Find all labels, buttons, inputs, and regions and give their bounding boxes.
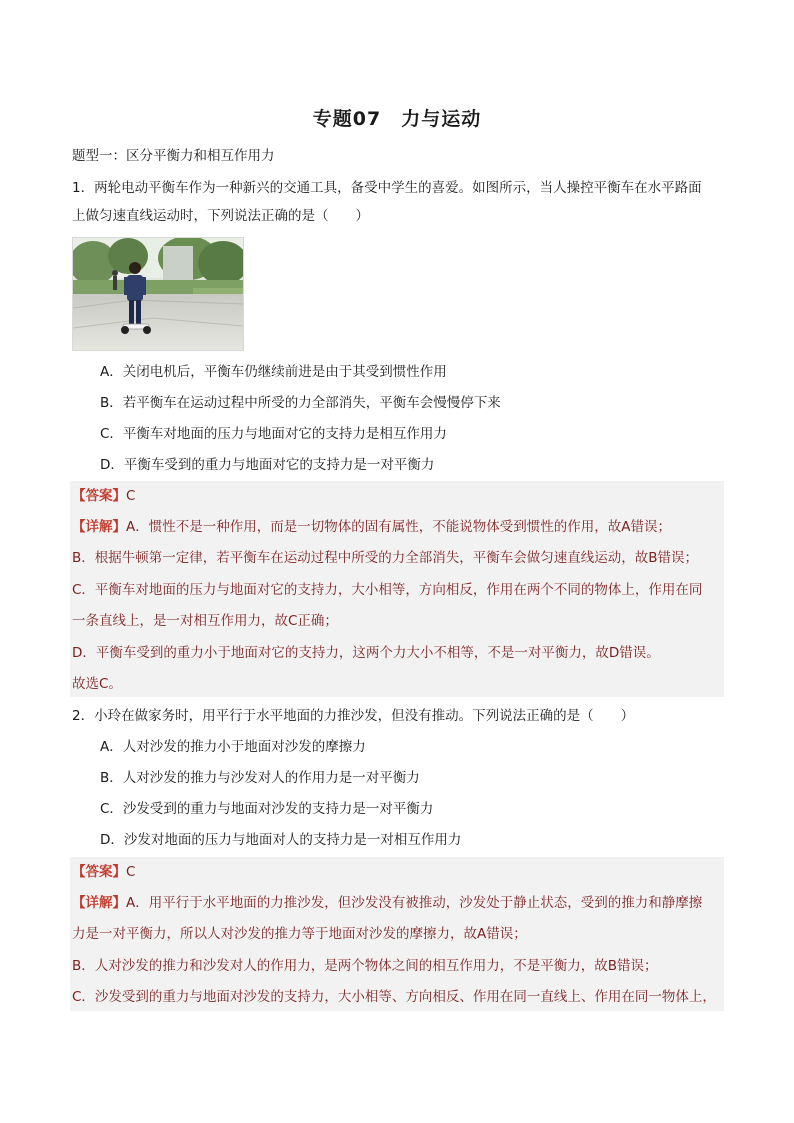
q1-detail-line-5: D．平衡车受到的重力小于地面对它的支持力，这两个力大小不相等，不是一对平衡力，故D错误。 (72, 645, 660, 661)
answer-value: C (126, 864, 136, 880)
q2-detail-line-4: C．沙发受到的重力与地面对沙发的支持力，大小相等、方向相反、作用在同一直线上、作用在同一物体上， (72, 989, 716, 1005)
q2-stem: 2．小玲在做家务时，用平行于水平地面的力推沙发，但没有推动。下列说法正确的是（ ） (72, 708, 635, 724)
detail-tag: 【详解】 (72, 519, 126, 535)
q1-option-a: A．关闭电机后，平衡车仍继续前进是由于其受到惯性作用 (100, 364, 447, 380)
q1-option-d: D．平衡车受到的重力与地面对它的支持力是一对平衡力 (100, 457, 435, 473)
q2-option-c: C．沙发受到的重力与地面对沙发的支持力是一对平衡力 (100, 801, 434, 817)
q1-option-c: C．平衡车对地面的压力与地面对它的支持力是相互作用力 (100, 426, 447, 442)
q1-stem-line-2: 上做匀速直线运动时，下列说法正确的是（ ） (72, 208, 369, 224)
q1-detail-line-6: 故选C。 (72, 676, 122, 692)
q2-option-d: D．沙发对地面的压力与地面对人的支持力是一对相互作用力 (100, 832, 462, 848)
q1-detail-line-1 (72, 517, 671, 537)
page-title: 专题07 力与运动 (312, 108, 482, 130)
answer-value: C (126, 488, 136, 504)
detail-text: A．用平行于水平地面的力推沙发，但沙发没有被推动，沙发处于静止状态，受到的推力和静摩擦 (126, 895, 703, 911)
answer-tag: 【答案】 (72, 488, 126, 504)
q1-option-b: B．若平衡车在运动过程中所受的力全部消失，平衡车会慢慢停下来 (100, 395, 501, 411)
q2-option-a: A．人对沙发的推力小于地面对沙发的摩擦力 (100, 739, 366, 755)
q1-detail-line-4: 一条直线上，是一对相互作用力，故C正确； (72, 613, 338, 629)
q1-answer (72, 486, 135, 506)
section-heading: 题型一：区分平衡力和相互作用力 (72, 148, 275, 164)
balance-scooter-photo (72, 237, 244, 351)
q2-answer (72, 862, 135, 882)
photo-illustration (73, 238, 243, 350)
detail-text: A．惯性不是一种作用，而是一切物体的固有属性，不能说物体受到惯性的作用，故A错误； (126, 519, 671, 535)
detail-tag: 【详解】 (72, 895, 126, 911)
q1-detail-line-2: B．根据牛顿第一定律，若平衡车在运动过程中所受的力全部消失，平衡车会做匀速直线运动，故B错误； (72, 550, 699, 566)
q1-detail-line-3: C．平衡车对地面的压力与地面对它的支持力，大小相等，方向相反，作用在两个不同的物体上，作用在同 (72, 582, 703, 598)
q2-detail-line-2: 力是一对平衡力，所以人对沙发的推力等于地面对沙发的摩擦力，故A错误； (72, 926, 527, 942)
q1-stem-line-1: 1．两轮电动平衡车作为一种新兴的交通工具，备受中学生的喜爱。如图所示，当人操控平衡车在水平路面 (72, 180, 702, 196)
q2-detail-line-3: B．人对沙发的推力和沙发对人的作用力，是两个物体之间的相互作用力，不是平衡力，故B错误； (72, 958, 658, 974)
q2-option-b: B．人对沙发的推力与沙发对人的作用力是一对平衡力 (100, 770, 420, 786)
q2-detail-line-1 (72, 893, 702, 913)
answer-tag: 【答案】 (72, 864, 126, 880)
